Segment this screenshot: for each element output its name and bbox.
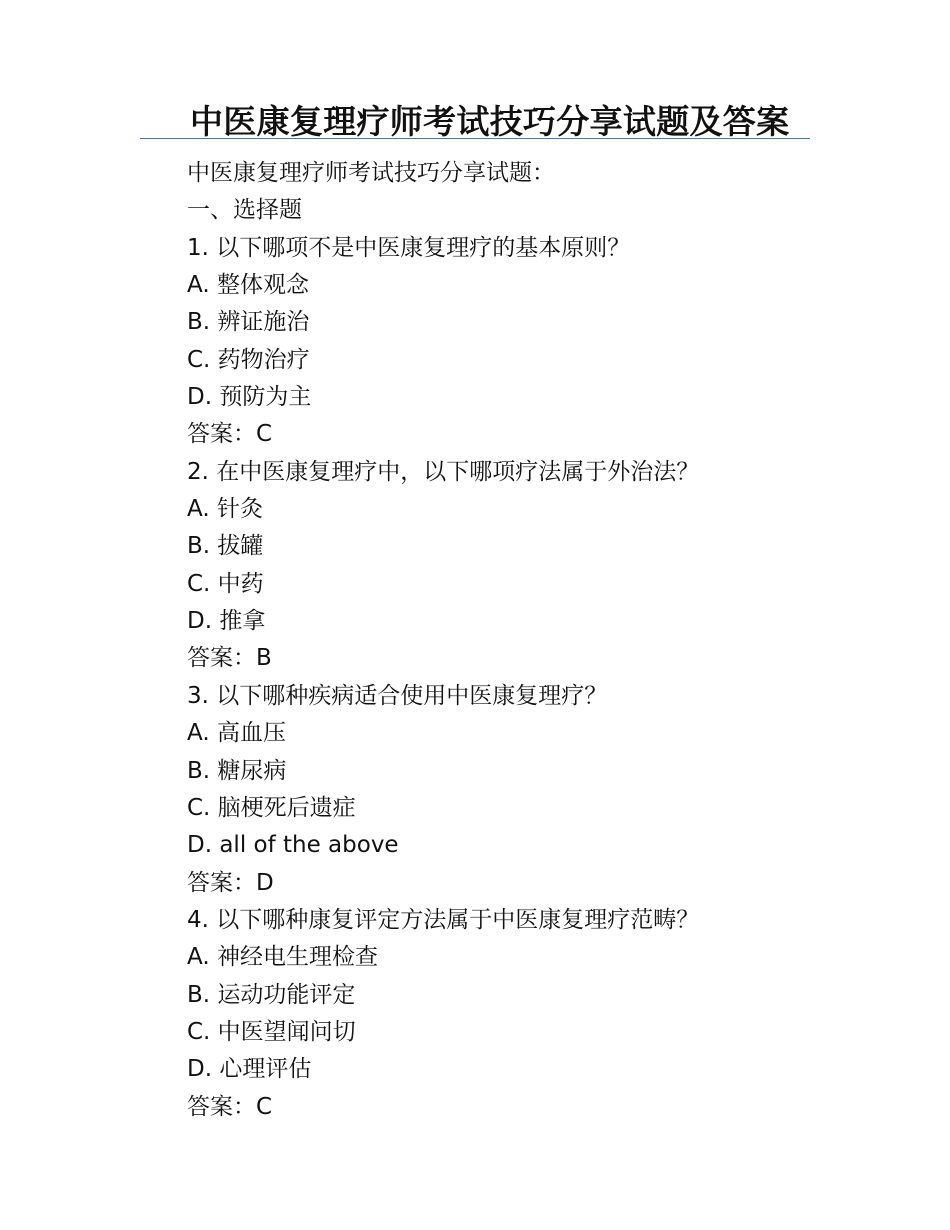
intro-text: 中医康复理疗师考试技巧分享试题： [187,160,555,186]
answer-text: 答案：C [187,421,273,448]
option-c: C. 脑梗死后遗症 [187,794,356,821]
option-c: C. 中药 [187,570,264,597]
question-2 [187,454,827,678]
option-b: B. 拔罐 [187,533,264,560]
answer-text: 答案：D [187,869,274,896]
section-heading: 一、选择题 [187,197,302,224]
question-1 [187,230,827,454]
option-b: B. 运动功能评定 [187,981,356,1008]
question-3 [187,678,827,902]
option-d: D. 预防为主 [187,384,312,411]
document-body [187,155,827,1126]
question-text: 1. 以下哪项不是中医康复理疗的基本原则？ [187,234,631,261]
option-c: C. 药物治疗 [187,346,310,373]
option-a: A. 神经电生理检查 [187,944,378,971]
option-b: B. 辨证施治 [187,309,310,336]
option-d: D. 推拿 [187,608,266,635]
question-text: 2. 在中医康复理疗中，以下哪项疗法属于外治法？ [187,458,700,485]
option-a: A. 整体观念 [187,272,309,299]
answer-text: 答案：C [187,1093,273,1120]
question-text: 4. 以下哪种康复评定方法属于中医康复理疗范畴？ [187,906,700,933]
question-text: 3. 以下哪种疾病适合使用中医康复理疗？ [187,682,608,709]
option-d: D. 心理评估 [187,1056,312,1083]
option-c: C. 中医望闻问切 [187,1018,356,1045]
document-title: 中医康复理疗师考试技巧分享试题及答案 [190,102,790,141]
option-b: B. 糖尿病 [187,757,287,784]
title-underline [140,138,810,139]
option-a: A. 针灸 [187,496,263,523]
question-4 [187,902,827,1126]
answer-text: 答案：B [187,645,272,672]
option-d: D. all of the above [187,832,399,859]
option-a: A. 高血压 [187,720,286,747]
